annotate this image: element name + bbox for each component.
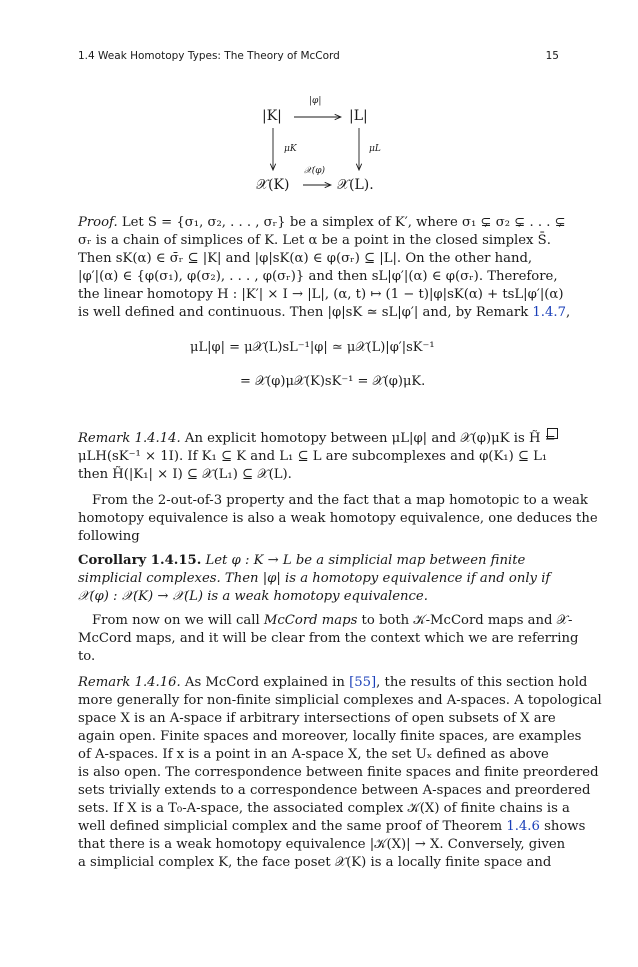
commutative-diagram [0,0,638,200]
remark-1414-line-1: Remark 1.4.14. An explicit homotopy between μL|φ| and 𝒳(φ)μK is H̃ = [78,431,556,446]
label-right-arrow: μL [369,144,381,154]
page-number: 15 [545,50,559,62]
remark-1416-line-6: is also open. The correspondence between finite spaces and finite preordered [78,765,599,780]
node-bottom-left: 𝒳(K) [256,177,290,193]
term-mccord-maps: McCord maps [263,613,358,628]
remark-1416-line-8: sets. If X is a T₀-A-space, the associated complex 𝒦(X) of finite chains is a [78,801,570,816]
para-mccord-line-1: From now on we will call McCord maps to both 𝒦-McCord maps and 𝒳- [92,613,573,628]
remark-1414-line-2: μLH(sK⁻¹ × 1I). If K₁ ⊆ K and L₁ ⊆ L are subcomplexes and φ(K₁) ⊆ L₁ [78,449,548,464]
remark-1416-line-10: that there is a weak homotopy equivalence |𝒦(X)| → X. Conversely, given [78,837,566,852]
proof-line-2: σᵣ is a chain of simplices of K. Let α be a point in the closed simplex S̄. [78,233,551,248]
proof-line-3: Then sK(α) ∈ σ̄ᵣ ⊆ |K| and |φ|sK(α) ∈ φ(σᵣ) ⊆ |L|. On the other hand, [78,251,533,266]
node-top-left: |K| [262,108,282,124]
proof-line-4: |φ′|(α) ∈ {φ(σ₁), φ(σ₂), . . . , φ(σᵣ)} and then sL|φ′|(α) ∈ φ(σᵣ). Therefore, [78,269,558,284]
para-2of3-line-2: homotopy equivalence is also a weak homotopy equivalence, one deduces the [78,511,598,526]
remark-1416-line-3: space X is an A-space if arbitrary intersections of open subsets of X are [78,711,556,726]
remark-1414-line-3: then H̃(|K₁| × I) ⊆ 𝒳(L₁) ⊆ 𝒳(L). [78,467,292,482]
label-top-arrow: |φ| [309,96,322,106]
node-bottom-right: 𝒳(L). [337,177,374,193]
equation-line-1: μL|φ| = μ𝒳(L)sL⁻¹|φ| ≃ μ𝒳(L)|φ′|sK⁻¹ [190,340,435,355]
corollary-line-2: simplicial complexes. Then |φ| is a homotopy equivalence if and only if [78,571,551,586]
corollary-label: Corollary 1.4.15. [78,553,202,568]
remark-1416-line-2: more generally for non-finite simplicial complexes and A-spaces. A topological [78,693,602,708]
corollary-line-3: 𝒳(φ) : 𝒳(K) → 𝒳(L) is a weak homotopy equivalence. [78,589,428,604]
remark-1416-line-1: Remark 1.4.16. As McCord explained in [55], the results of this section hold [78,675,588,690]
link-remark-1-4-7[interactable]: 1.4.7 [532,305,566,320]
para-2of3-line-1: From the 2-out-of-3 property and the fact that a map homotopic to a weak [92,493,588,508]
link-citation-55[interactable]: [55] [349,675,377,690]
label-bottom-arrow: 𝒳(φ) [304,166,326,176]
para-mccord-line-2: McCord maps, and it will be clear from the context which we are referring [78,631,579,646]
proof-line-1: Proof. Let S = {σ₁, σ₂, . . . , σᵣ} be a simplex of K′, where σ₁ ⊊ σ₂ ⊊ . . . ⊊ [78,215,566,230]
remark-1416-line-5: of A-spaces. If x is a point in an A-space X, the set Uₓ defined as above [78,747,549,762]
remark-1416-line-9: well defined simplicial complex and the same proof of Theorem 1.4.6 shows [78,819,586,834]
node-top-right: |L| [349,108,368,124]
remark-1416-line-11: a simplicial complex K, the face poset 𝒳(K) is a locally finite space and [78,855,552,870]
para-mccord-line-3: to. [78,649,96,664]
proof-line-6: is well defined and continuous. Then |φ|sK ≃ sL|φ′| and, by Remark 1.4.7, [78,305,571,320]
remark-1416-line-7: sets trivially extends to a correspondence between A-spaces and preordered [78,783,591,798]
corollary-line-1: Corollary 1.4.15. Let φ : K → L be a simplicial map between finite [78,553,526,568]
proof-line-5: the linear homotopy H : |K′| × I → |L|, (α, t) ↦ (1 − t)|φ|sK(α) + tsL|φ′|(α) [78,287,564,302]
para-2of3-line-3: following [78,529,140,544]
label-left-arrow: μK [284,144,297,154]
section-title: 1.4 Weak Homotopy Types: The Theory of McCord [78,50,340,62]
equation-line-2: = 𝒳(φ)μ𝒳(K)sK⁻¹ = 𝒳(φ)μK. [240,374,426,389]
proof-label: Proof. [78,215,118,230]
link-theorem-1-4-6[interactable]: 1.4.6 [506,819,540,834]
remark-1416-line-4: again open. Finite spaces and moreover, locally finite spaces, are examples [78,729,582,744]
remark-1416-label: Remark 1.4.16. [78,675,181,690]
remark-1414-label: Remark 1.4.14. [78,431,181,446]
